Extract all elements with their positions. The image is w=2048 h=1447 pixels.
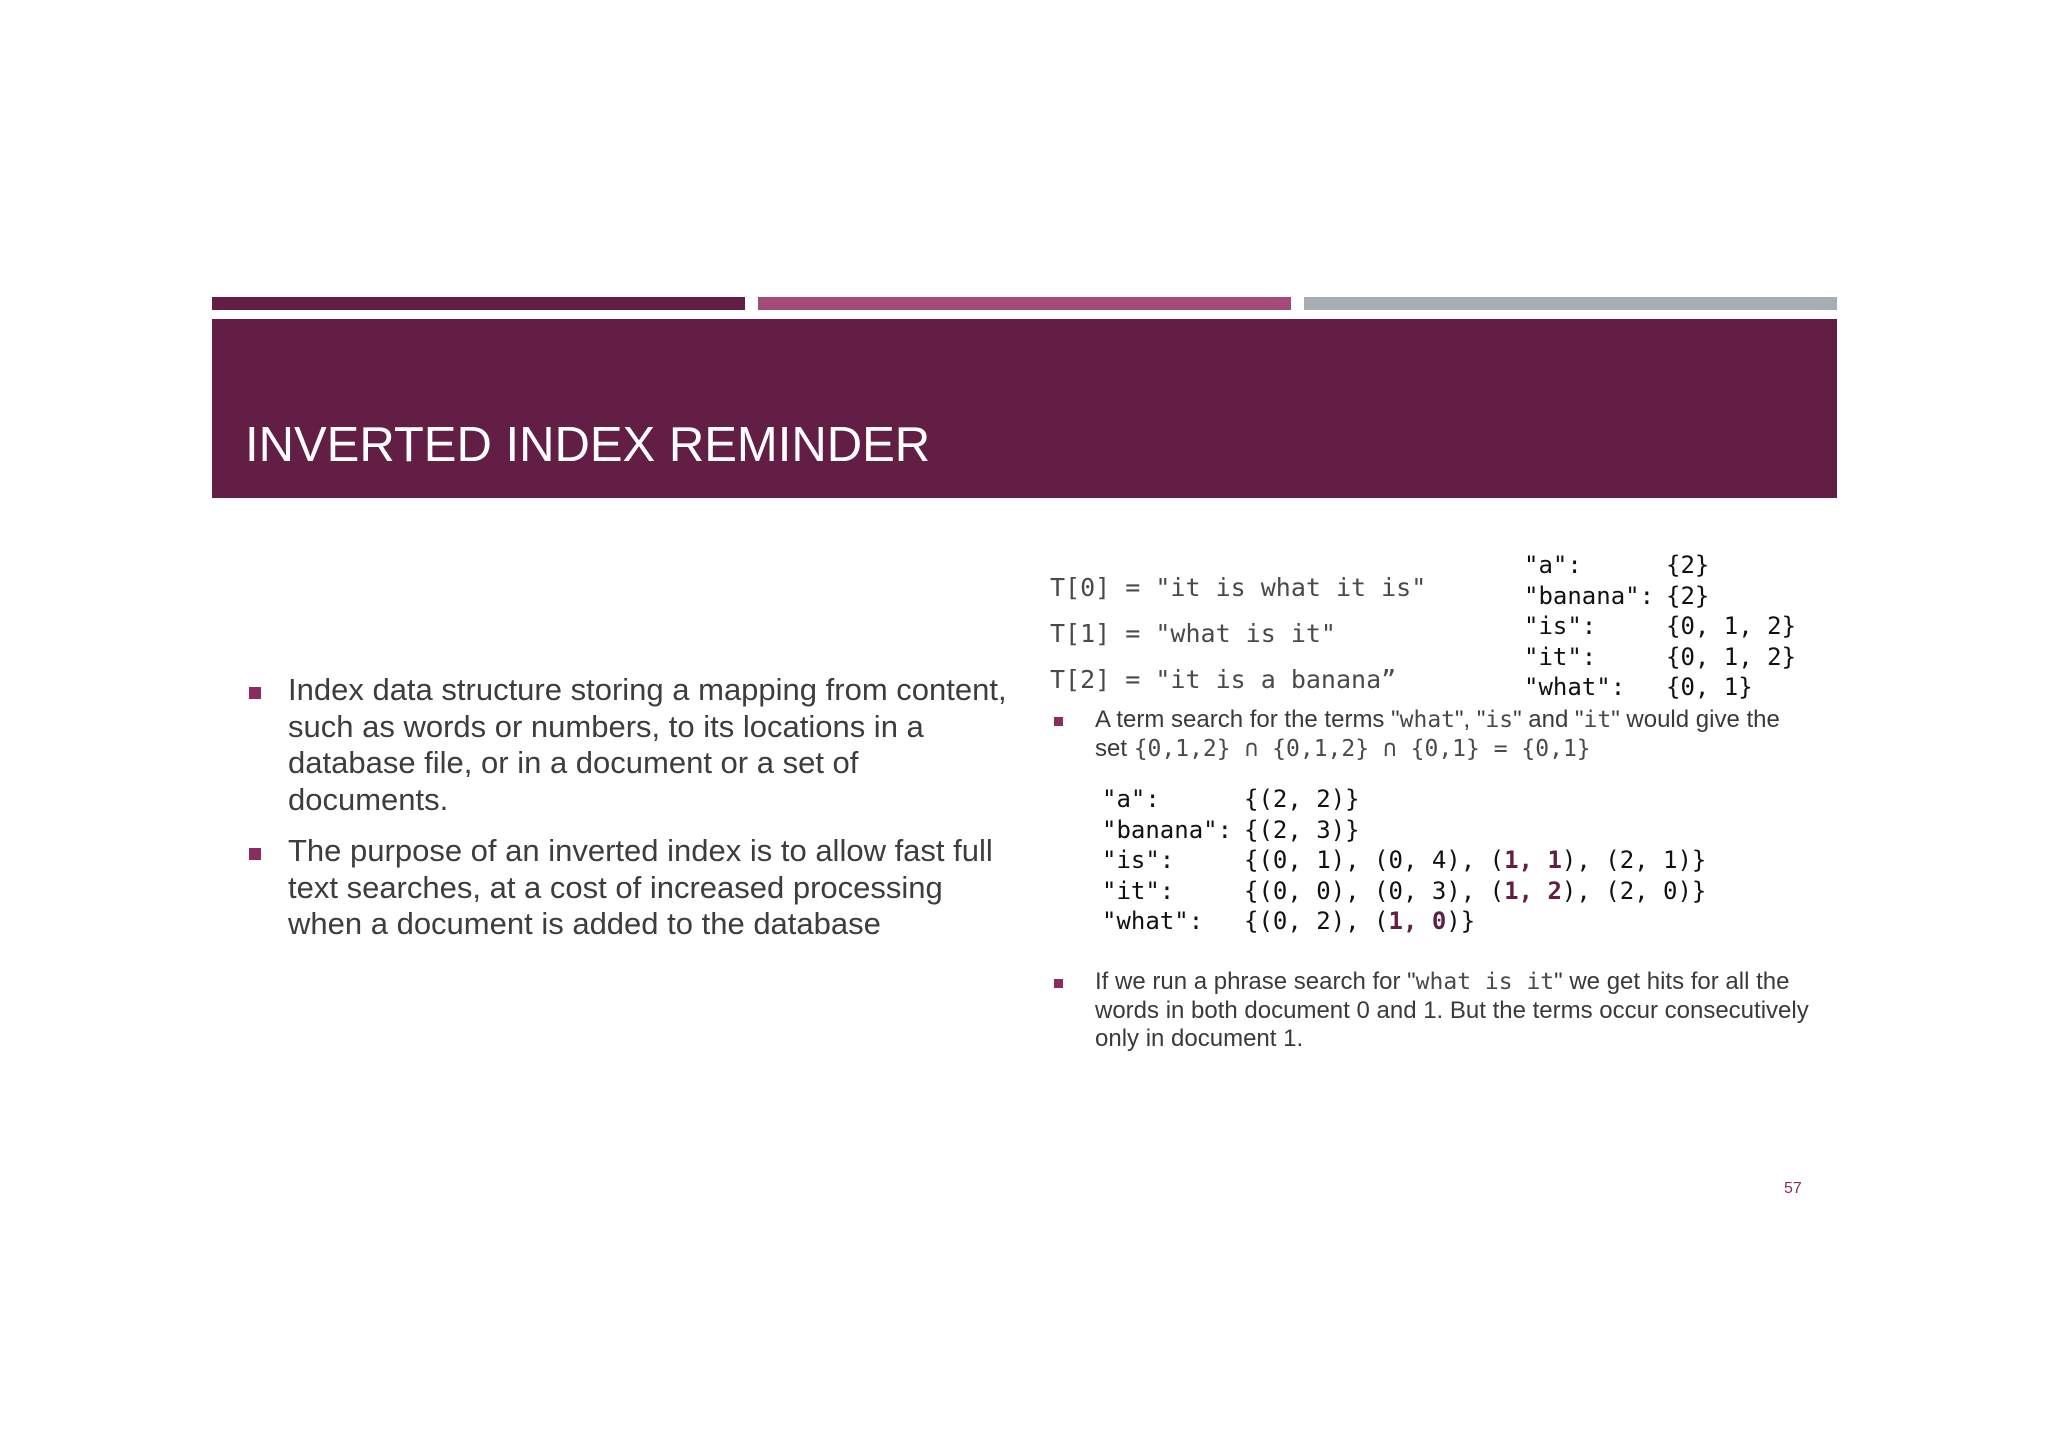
index-value: {2} [1666,551,1710,579]
index-value: {0, 1, 2} [1666,642,1797,671]
set-expression: {0,1,2} ∩ {0,1,2} ∩ {0,1} = {0,1} [1133,735,1591,762]
index-row [1102,845,1706,876]
index-value: {2} [1666,581,1710,610]
page-number: 57 [1784,1180,1802,1197]
index-row [1102,815,1706,846]
index-key: "a": [1102,785,1160,813]
index-value [1244,906,1475,937]
value-part: )} [1446,907,1476,935]
index-row [1524,581,1796,612]
index-key: "what": [1102,907,1204,935]
square-bullet-icon [1054,717,1063,726]
index-key: "a": [1524,551,1582,579]
value-part: ), (2, 1)} [1561,846,1707,874]
index-row [1524,642,1796,673]
index-key: "it": [1524,642,1597,671]
square-bullet-icon [249,848,261,860]
bullet-text: Index data structure storing a mapping from content, such as words or numbers, to its locations in a database file, or in a document or a set of documents. [288,672,1007,817]
bullet-item [245,833,1025,943]
note-text-part: A term search for the terms " [1095,706,1400,733]
value-part: {(0, 2), ( [1244,907,1389,935]
note-item [1050,968,1810,1054]
value-part: ), (2, 0)} [1561,876,1707,905]
slide-title: INVERTED INDEX REMINDER [245,418,931,472]
note-text-part: ", " [1455,706,1486,733]
index-value: {(2, 2)} [1244,785,1360,813]
accent-bar-dark [212,297,745,310]
positional-index-table [1102,784,1706,937]
phrase-code: what is it [1415,969,1555,995]
note-text [1095,968,1810,1054]
term-code: is [1485,707,1514,733]
highlighted-position: 1, 2 [1504,876,1562,905]
document-texts [1050,565,1426,703]
value-part: {(0, 0), (0, 3), ( [1244,876,1505,905]
document-index-table [1524,550,1796,703]
note-text-part: " we get hits for all the words in both document 0 and 1. But the terms occur consecutively only in document 1. [1095,968,1809,1052]
index-key: "banana": [1524,581,1655,610]
note-text-part: If we run a phrase search for " [1095,968,1416,995]
highlighted-position: 1, 1 [1504,846,1562,874]
note-item [1050,706,1810,763]
index-value: {(2, 3)} [1244,815,1360,844]
phrase-search-note [1050,968,1810,1054]
document-text-line: T[0] = "it is what it is" [1050,573,1427,602]
index-key: "is": [1102,846,1175,874]
index-value: {0, 1} [1666,673,1753,701]
index-key: "is": [1524,612,1597,640]
highlighted-position: 1, 0 [1388,907,1447,935]
index-row [1102,906,1706,937]
document-text-line: T[2] = "it is a banana” [1050,665,1397,694]
index-value [1244,876,1706,907]
term-search-note [1050,706,1810,763]
bullet-text: The purpose of an inverted index is to allow fast full text searches, at a cost of increased processing when a document is added to the database [288,833,993,941]
note-text-part: " would give the set [1095,706,1780,762]
value-part: {(0, 1), (0, 4), ( [1244,846,1505,874]
term-code: it [1583,707,1612,733]
term-code: what [1399,707,1456,733]
index-value [1244,845,1706,876]
document-text-line: T[1] = "what is it" [1050,619,1336,648]
note-text-part: " and " [1513,706,1584,733]
index-row [1524,550,1796,581]
square-bullet-icon [1054,979,1063,988]
title-banner [212,319,1837,498]
square-bullet-icon [249,687,261,699]
index-row [1524,611,1796,642]
index-row [1524,672,1796,703]
index-key: "it": [1102,876,1175,905]
accent-bar-pink [758,297,1291,310]
left-bullet-list [245,672,1025,958]
index-row [1102,784,1706,815]
index-row [1102,876,1706,907]
index-key: "banana": [1102,815,1233,844]
accent-bar-gray [1304,297,1837,310]
note-text [1095,706,1810,763]
index-value: {0, 1, 2} [1666,612,1797,640]
index-key: "what": [1524,673,1626,701]
bullet-item [245,672,1025,818]
